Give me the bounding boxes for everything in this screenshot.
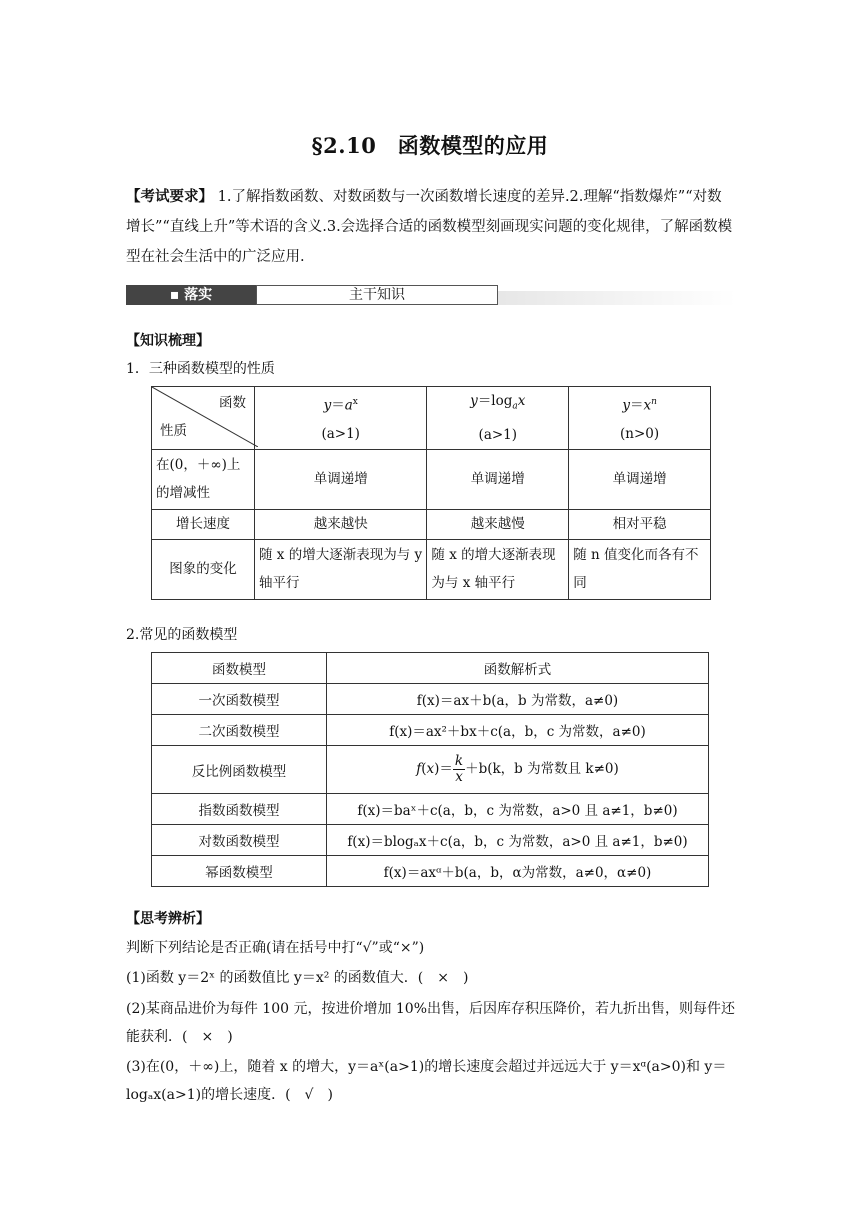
growth-exponential: 越来越快 — [255, 509, 427, 539]
function-properties-table — [151, 386, 711, 600]
model-formula-logarithmic: f(x)＝blogₐx＋c(a，b，c 为常数，a>0 且 a≠1，b≠0) — [327, 825, 709, 856]
exam-requirements — [126, 182, 736, 272]
model-name-quadratic: 二次函数模型 — [152, 715, 327, 746]
column-header-exponential: $y=a^x$ (a>1) — [255, 387, 427, 450]
model-name-linear: 一次函数模型 — [152, 684, 327, 715]
model-name-exponential: 指数函数模型 — [152, 794, 327, 825]
model-name-inverse: 反比例函数模型 — [152, 746, 327, 794]
banner-light-label: 主干知识 — [256, 285, 498, 305]
model-name-logarithmic: 对数函数模型 — [152, 825, 327, 856]
requirements-text: 1.了解指数函数、对数函数与一次函数增长速度的差异.2.理解“指数爆炸”“对数增长”“直线上升”等术语的含义.3.会选择合适的函数模型刻画现实问题的变化规律，了解函数模型在社会生活中的广泛应用. — [126, 189, 733, 265]
corner-bottom-label: 性质 — [160, 422, 187, 439]
row-label-monotonic: 在(0，＋∞)上的增减性 — [152, 449, 255, 509]
requirements-label: 【考试要求】 — [126, 188, 213, 205]
graph-logarithmic: 随 x 的增大逐渐表现为与 x 轴平行 — [427, 539, 569, 599]
growth-logarithmic: 越来越慢 — [427, 509, 569, 539]
item1-title: 1．三种函数模型的性质 — [126, 361, 275, 377]
question-1: (1)函数 y＝2ˣ 的函数值比 y＝x² 的函数值大．( × ) — [126, 970, 469, 986]
thinking-intro: 判断下列结论是否正确(请在括号中打“√”或“×”) — [126, 940, 425, 956]
question-2: (2)某商品进价为每件 100 元，按进价增加 10%出售，后因库存积压降价，若九折出售，则每件还能获利．( × ) — [126, 1001, 736, 1045]
question-3: (3)在(0，＋∞)上，随着 x 的增大，y＝aˣ(a>1)的增长速度会超过并远远大于 y＝xᵅ(a>0)和 y＝logₐx(a>1)的增长速度．( √ ) — [126, 1059, 727, 1103]
condition-logarithmic: (a>1) — [478, 426, 518, 443]
model-name-power: 幂函数模型 — [152, 856, 327, 887]
thinking-heading: 【思考辨析】 — [126, 911, 210, 927]
monotonic-exponential: 单调递增 — [255, 449, 427, 509]
model-formula-linear: f(x)＝ax＋b(a，b 为常数，a≠0) — [327, 684, 709, 715]
monotonic-power: 单调递增 — [569, 449, 711, 509]
model-formula-power: f(x)＝axᵅ＋b(a，b，α为常数，a≠0，α≠0) — [327, 856, 709, 887]
condition-power: (n>0) — [620, 425, 660, 442]
column-header-power: $y=x^n$ (n>0) — [569, 387, 711, 450]
inverse-formula-rest: ＋b(k，b 为常数且 k≠0) — [465, 761, 619, 777]
banner-dark-label: ▪ 落实 — [126, 285, 256, 305]
column-header-logarithmic: $y=\log_ax$ (a>1) — [427, 387, 569, 450]
graph-exponential: 随 x 的增大逐渐表现为与 y 轴平行 — [255, 539, 427, 599]
graph-power: 随 n 值变化而各有不同 — [569, 539, 711, 599]
table-corner-cell — [152, 387, 255, 450]
common-models-table — [151, 652, 709, 887]
model-formula-inverse: f(x)＝ $\frac{k}{x}$ ＋b(k，b 为常数且 k≠0) — [327, 746, 709, 794]
knowledge-heading: 【知识梳理】 — [126, 333, 210, 349]
header-formula: 函数解析式 — [327, 653, 709, 684]
monotonic-logarithmic: 单调递增 — [427, 449, 569, 509]
model-formula-exponential: f(x)＝baˣ＋c(a，b，c 为常数，a>0 且 a≠1，b≠0) — [327, 794, 709, 825]
model-formula-quadratic: f(x)＝ax²＋bx＋c(a，b，c 为常数，a≠0) — [327, 715, 709, 746]
row-label-growth: 增长速度 — [152, 509, 255, 539]
fraction-k-over-x: $\frac{k}{x}$ — [454, 753, 464, 785]
corner-top-label: 函数 — [219, 395, 247, 411]
growth-power: 相对平稳 — [569, 509, 711, 539]
section-banner — [126, 285, 736, 309]
header-model: 函数模型 — [152, 653, 327, 684]
item2-title: 2.常见的函数模型 — [126, 627, 238, 643]
row-label-graph: 图象的变化 — [152, 539, 255, 599]
condition-exponential: (a>1) — [321, 425, 360, 442]
page-title: §2.10 函数模型的应用 — [311, 133, 549, 158]
